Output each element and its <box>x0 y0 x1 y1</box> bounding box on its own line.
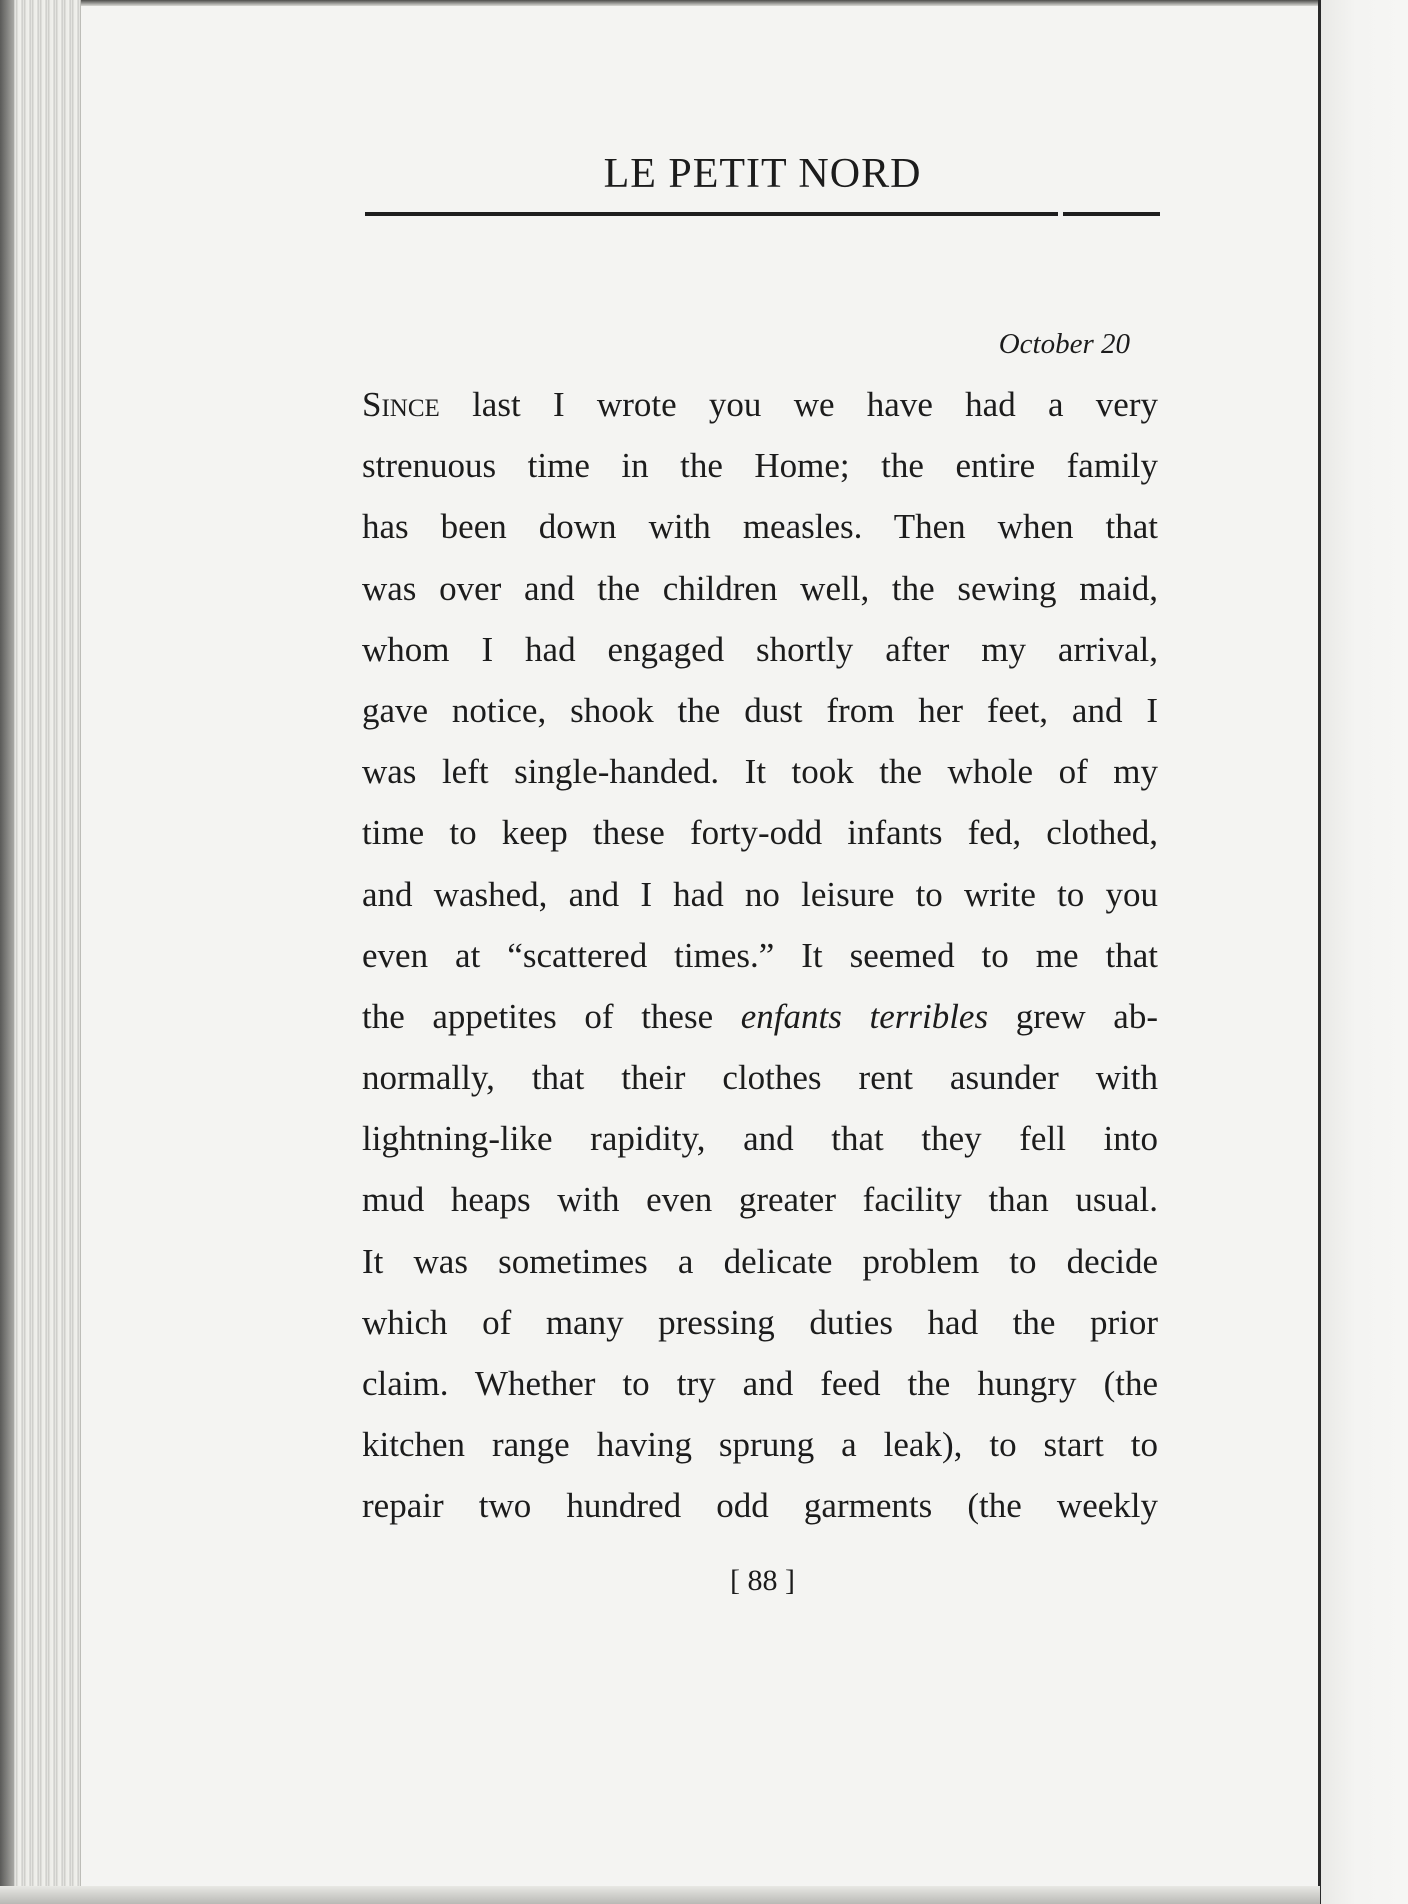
text-line: kitchen range having sprung a leak), to start to <box>362 1425 1158 1465</box>
line-segment: the appetites of these <box>362 996 741 1036</box>
text-line: lightning-like rapidity, and that they fell into <box>362 1119 1158 1159</box>
letter-date: October 20 <box>998 328 1130 360</box>
text-line: even at “scattered times.” It seemed to me that <box>362 935 1158 975</box>
header-rule <box>365 212 1160 216</box>
book-page-edges <box>0 0 81 1904</box>
text-line: mud heaps with even greater facility than usual. <box>362 1180 1158 1220</box>
page-top-edge <box>0 0 1408 6</box>
running-head: LE PETIT NORD <box>603 151 922 197</box>
first-line-rest: last I wrote you we have had a very <box>439 385 1158 424</box>
page-bottom-edge <box>0 1886 1320 1904</box>
text-line: whom I had engaged shortly after my arrival, <box>362 629 1158 669</box>
line-segment: grew ab- <box>988 996 1158 1036</box>
text-line: time to keep these forty-odd infants fed, clothed, <box>362 813 1158 853</box>
text-line: gave notice, shook the dust from her feet, and I <box>362 690 1158 730</box>
text-line: which of many pressing duties had the prior <box>362 1302 1158 1342</box>
text-line <box>362 374 1158 435</box>
lead-word: Since <box>362 385 440 424</box>
text-line <box>362 986 1158 1047</box>
text-line: and washed, and I had no leisure to write to you <box>362 874 1158 914</box>
text-line: It was sometimes a delicate problem to decide <box>362 1241 1158 1281</box>
body-text <box>362 374 1158 1537</box>
text-line: normally, that their clothes rent asunder with <box>362 1058 1158 1098</box>
text-line: has been down with measles. Then when that <box>362 507 1158 547</box>
facing-margin <box>1321 0 1408 1904</box>
text-line: repair two hundred odd garments (the weekly <box>362 1486 1158 1526</box>
italic-phrase: enfants terribles <box>740 996 989 1036</box>
text-line: claim. Whether to try and feed the hungry (the <box>362 1364 1158 1403</box>
text-line: was over and the children well, the sewing maid, <box>362 568 1158 608</box>
text-line: was left single-handed. It took the whole of my <box>362 752 1158 792</box>
text-line: strenuous time in the Home; the entire family <box>362 446 1158 486</box>
page-number: [ 88 ] <box>730 1564 795 1597</box>
